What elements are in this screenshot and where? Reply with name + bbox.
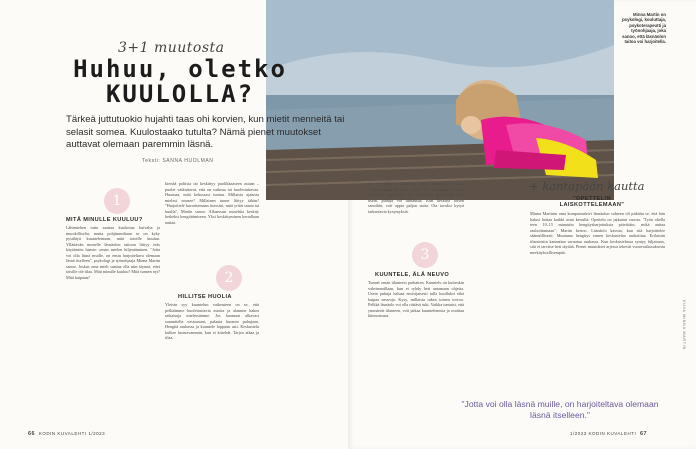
magazine-name-right: 1/2023 KODIN KUVALEHTI: [570, 431, 637, 436]
kicker: 3+1 muutosta: [118, 40, 225, 56]
footer-right: [570, 431, 649, 437]
column-2b-text: Yleisin syy kuuntelun vaikeuteen on se, että pelkäämme huolestuttavia asioita ja alamme hakea ratkaisuja mielessämme. Jos huomaat alkavasi suunnitella vastaustasi, palauta huomio puhujaan. Hengitä rauhassa ja kuuntele loppuun asti. Keskustelu kulkee luontevammin, kun et kiirehdi. Tarjoa aikaa ja tilaa.: [165, 302, 259, 340]
section-number-3: 3: [412, 242, 438, 268]
lead-paragraph: Tärkeä juttutuokio hujahti taas ohi korvien, kun mietit menneitä tai selasit somea. Kuulostaako tutulta? Nämä pienet muutokset auttavat olemaan paremmin läsnä.: [66, 114, 345, 151]
column-1-text: Lähimiehen tuttu saattaa kuulostaa kuivalta ja muodolliselta, mutta pohjimmiltaan se on kyky pysähtyä kuuntelemaan, mitä toiselle kuuluu. Yllättävän monelle läsnäolon taitoon liittyy eräs käytännön haaste: oman mielen hiljentäminen. "Jotta voi olla läsnä muille, on ensin harjoiteltava olemaan läsnä itselleen", psykologi ja työnohjaaja Minna Martin sanoo. Joskus oma mieli saattaa olla niin täynnä, ettei toisille ole tilaa. Mitä minulle kuuluu? Mitä tunnen nyt? Mitä kaipaan?: [66, 225, 160, 280]
column-3-text: taa ja miltä se kuulostaa toisen ihmisen korvaan. Vuorovaikutus perustuu siihen, että molemmat kokevat tulevansa kuulluiksi. Jos kuuntelija keskeyttää liian usein, puhuja voi turhautua. Kun keskityt toisen sanoihin, voit oppia paljon uutta. Ota tavaksi kysyä tarkentavia kysymyksiä.: [368, 181, 464, 214]
hero-photo: [266, 0, 614, 200]
column-3b-text: Tunnet oman tilanteesi parhaiten. Kuuntelu on kuitenkin vahvimmillaan, kun et ryhdy heti antamaan ohjeita. Usein puhuja haluaa ensisijaisesti tulla kuulluksi eikä kaipaa neuvoja. Kysy, millaista tukea toinen toivoo. Pelkkä läsnäolo voi olla riittävä tuki. Vaikka tuntuisi, että ymmärrät tilanteen, voit jatkaa kuuntelemista ja osoittaa kiinnostusta.: [368, 280, 464, 318]
page-number-left: 66: [28, 431, 36, 437]
column-2-text: kiertää poliisia tai keskittyy puolikkaaseen asiaan – puolet vaikuttavat, että on vaikeaa tai huolestuttavaa. Huomaa, mitä kehossasi tuntuu. Millaista ajatusta mielesi nousee? Millainen tunne liittyy tähän? "Harjoittele havaitsemaan itsessäsi, mitä yrität sanoa tai kuulla", Martin sanoo. Alkaessasi murehtia keskity hetkeksi hengittämiseen. Yksi keskittyminen kerrallaan auttaa.: [165, 181, 259, 225]
side-title: + kantapään kautta: [529, 179, 645, 193]
section-heading-1: MITÄ MINULLE KUULUU?: [66, 217, 143, 223]
side-heading: "OPETTELIN LAISKOTTELEMAAN": [559, 196, 625, 208]
page-title: Huhuu, oletko KUULOLLA?: [73, 55, 287, 108]
footer-left: [28, 431, 105, 437]
section-number-2: 2: [216, 265, 242, 291]
section-heading-2: HILLITSE HUOLIA: [178, 294, 232, 300]
section-heading-3: KUUNTELE, ÄLÄ NEUVO: [375, 272, 450, 278]
photo-credit: KUVA MINNA MARTIN: [682, 300, 686, 351]
byline: Teksti: SANNA HUOLMAN: [142, 158, 214, 164]
pull-quote: "Jotta voi olla läsnä muille, on harjoiteltava olemaan läsnä itselleen.": [461, 399, 659, 420]
section-number-1: 1: [104, 188, 130, 214]
photo-scene: [266, 0, 614, 200]
photo-caption: Minna Martin on psykologi, kouluttaja, psykoterapeutti ja työnohjaaja, joka sanoo, että läsnäolon taitoa voi harjoitella.: [622, 12, 666, 45]
page-number-right: 67: [639, 431, 648, 437]
column-4-text: Minna Martinin oma kompastuskivi läsnäolon suhteen oli pitkään se, että hän halusi hoitaa kaikki asiat kerralla. Opettelu on jatkunut vuosia. "Työn ohella teen 10–15 minuutin hengitysharjoituksia päivittäin, mikä auttaa rauhoittumaan", Martin kertoo. Läsnäolo kasvaa, kun sitä harjoittelee säännöllisesti. Muutama hengitys ennen keskustelua rauhoittaa. Erilaisiin tilanteisiin kannattaa varautua rauhassa. Kun keskustelussa syntyy hiljaisuus, sitä ei tarvitse heti täyttää. Pienet muutokset arjessa tekevät vuorovaikutuksesta merkityksellisempää.: [530, 211, 665, 255]
magazine-name-left: KODIN KUVALEHTI 1/2023: [38, 431, 106, 436]
